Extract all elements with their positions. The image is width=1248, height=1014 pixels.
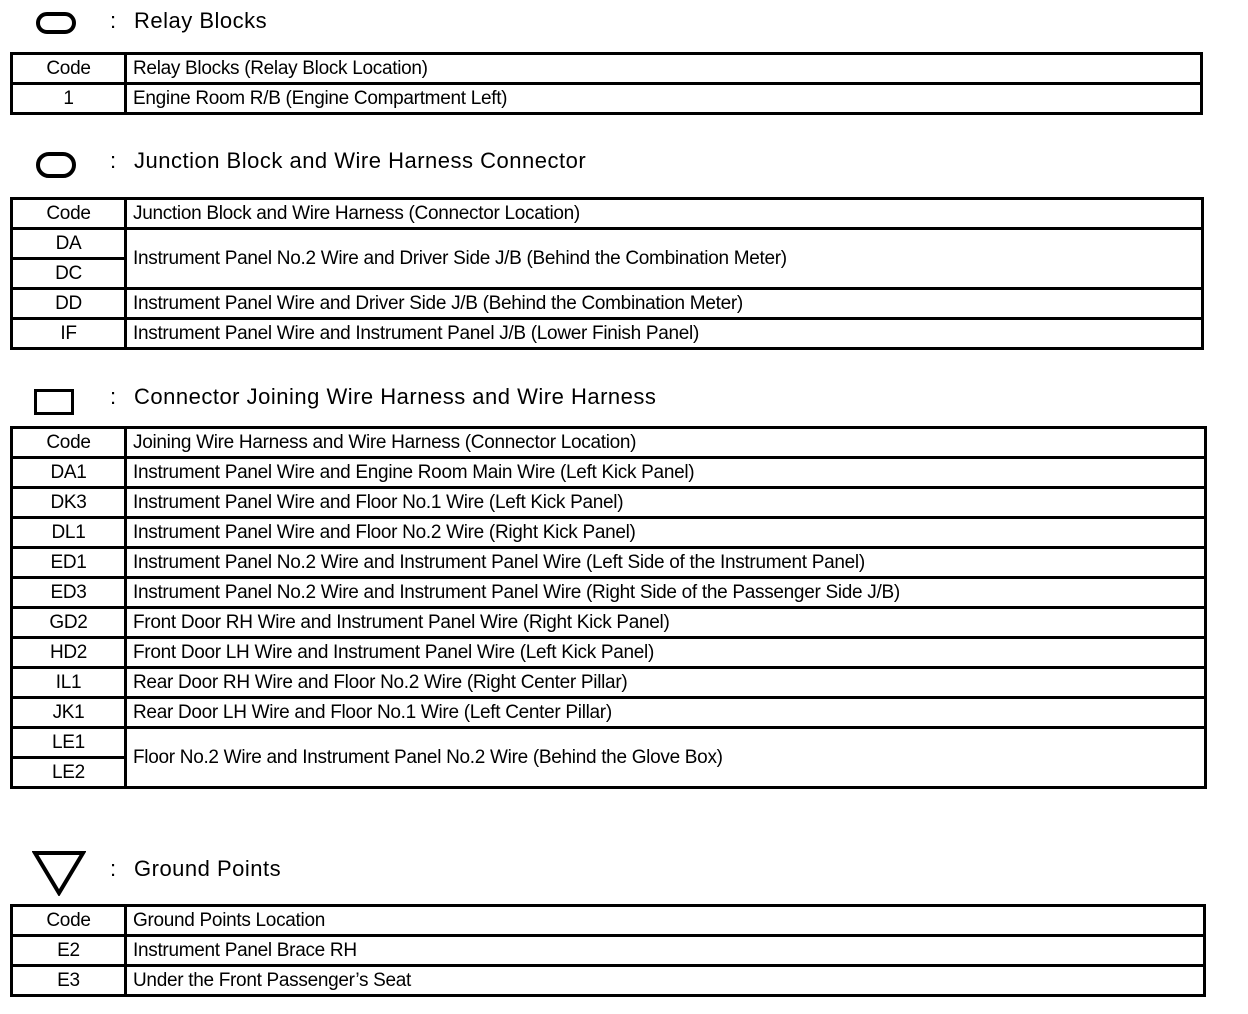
colon: : [110, 8, 117, 33]
rounded-rect-icon [36, 152, 76, 178]
table-row [12, 966, 1205, 996]
row-desc: Instrument Panel No.2 Wire and Instrument Panel Wire (Left Side of the Instrument Panel) [126, 548, 1206, 578]
table-row [12, 548, 1206, 578]
header-code: Code [12, 199, 126, 229]
table-row [12, 289, 1203, 319]
row-desc: Under the Front Passenger’s Seat [126, 966, 1205, 996]
table-row [12, 936, 1205, 966]
row-code: DD [12, 289, 126, 319]
row-code: IF [12, 319, 126, 349]
row-desc: Floor No.2 Wire and Instrument Panel No.2 Wire (Behind the Glove Box) [126, 728, 1206, 788]
row-desc: Engine Room R/B (Engine Compartment Left) [126, 84, 1202, 114]
rectangle-icon [34, 389, 74, 415]
row-desc: Instrument Panel Wire and Instrument Panel J/B (Lower Finish Panel) [126, 319, 1203, 349]
row-desc: Front Door RH Wire and Instrument Panel Wire (Right Kick Panel) [126, 608, 1206, 638]
row-code: DC [12, 259, 126, 289]
table-row [12, 608, 1206, 638]
table-row [12, 518, 1206, 548]
row-desc: Instrument Panel Brace RH [126, 936, 1205, 966]
header-desc: Junction Block and Wire Harness (Connector Location) [126, 199, 1203, 229]
rounded-rect-icon [36, 12, 76, 34]
row-code: ED1 [12, 548, 126, 578]
table-row [12, 488, 1206, 518]
ground-points-table [10, 904, 1206, 997]
row-code: IL1 [12, 668, 126, 698]
row-code: ED3 [12, 578, 126, 608]
row-code: HD2 [12, 638, 126, 668]
row-code: GD2 [12, 608, 126, 638]
row-code: E2 [12, 936, 126, 966]
table-row [12, 319, 1203, 349]
row-code: DA [12, 229, 126, 259]
row-desc: Instrument Panel Wire and Floor No.1 Wire (Left Kick Panel) [126, 488, 1206, 518]
header-desc: Ground Points Location [126, 906, 1205, 936]
section-title: Relay Blocks [134, 8, 268, 33]
section-header-junction-block [0, 146, 1248, 186]
table-row [12, 458, 1206, 488]
table-header-row [12, 428, 1206, 458]
section-header-relay-blocks [0, 4, 1248, 44]
triangle-down-icon [32, 850, 86, 901]
row-desc: Front Door LH Wire and Instrument Panel Wire (Left Kick Panel) [126, 638, 1206, 668]
row-desc: Rear Door RH Wire and Floor No.2 Wire (Right Center Pillar) [126, 668, 1206, 698]
header-code: Code [12, 428, 126, 458]
table-row [12, 578, 1206, 608]
relay-blocks-table [10, 52, 1203, 115]
colon: : [110, 856, 117, 881]
row-desc: Instrument Panel No.2 Wire and Instrument Panel Wire (Right Side of the Passenger Side J/B) [126, 578, 1206, 608]
section-header-connector-joining [0, 382, 1248, 422]
section-title: Junction Block and Wire Harness Connector [134, 148, 587, 173]
table-row [12, 229, 1203, 259]
section-header-ground-points [0, 850, 1248, 890]
header-desc: Joining Wire Harness and Wire Harness (Connector Location) [126, 428, 1206, 458]
row-desc: Rear Door LH Wire and Floor No.1 Wire (Left Center Pillar) [126, 698, 1206, 728]
junction-block-table [10, 197, 1204, 350]
table-header-row [12, 54, 1202, 84]
row-code: 1 [12, 84, 126, 114]
table-header-row [12, 906, 1205, 936]
row-code: LE2 [12, 758, 126, 788]
row-code: DA1 [12, 458, 126, 488]
header-desc: Relay Blocks (Relay Block Location) [126, 54, 1202, 84]
connector-joining-table [10, 426, 1207, 789]
row-desc: Instrument Panel No.2 Wire and Driver Side J/B (Behind the Combination Meter) [126, 229, 1203, 289]
section-title: Ground Points [134, 856, 282, 881]
row-code: JK1 [12, 698, 126, 728]
table-row [12, 638, 1206, 668]
row-code: DL1 [12, 518, 126, 548]
table-row [12, 698, 1206, 728]
row-desc: Instrument Panel Wire and Floor No.2 Wire (Right Kick Panel) [126, 518, 1206, 548]
row-code: DK3 [12, 488, 126, 518]
header-code: Code [12, 54, 126, 84]
table-row [12, 668, 1206, 698]
row-desc: Instrument Panel Wire and Driver Side J/B (Behind the Combination Meter) [126, 289, 1203, 319]
row-code: E3 [12, 966, 126, 996]
header-code: Code [12, 906, 126, 936]
table-row [12, 84, 1202, 114]
colon: : [110, 148, 117, 173]
table-header-row [12, 199, 1203, 229]
table-row [12, 728, 1206, 758]
section-title: Connector Joining Wire Harness and Wire Harness [134, 384, 657, 409]
colon: : [110, 384, 117, 409]
row-desc: Instrument Panel Wire and Engine Room Main Wire (Left Kick Panel) [126, 458, 1206, 488]
row-code: LE1 [12, 728, 126, 758]
